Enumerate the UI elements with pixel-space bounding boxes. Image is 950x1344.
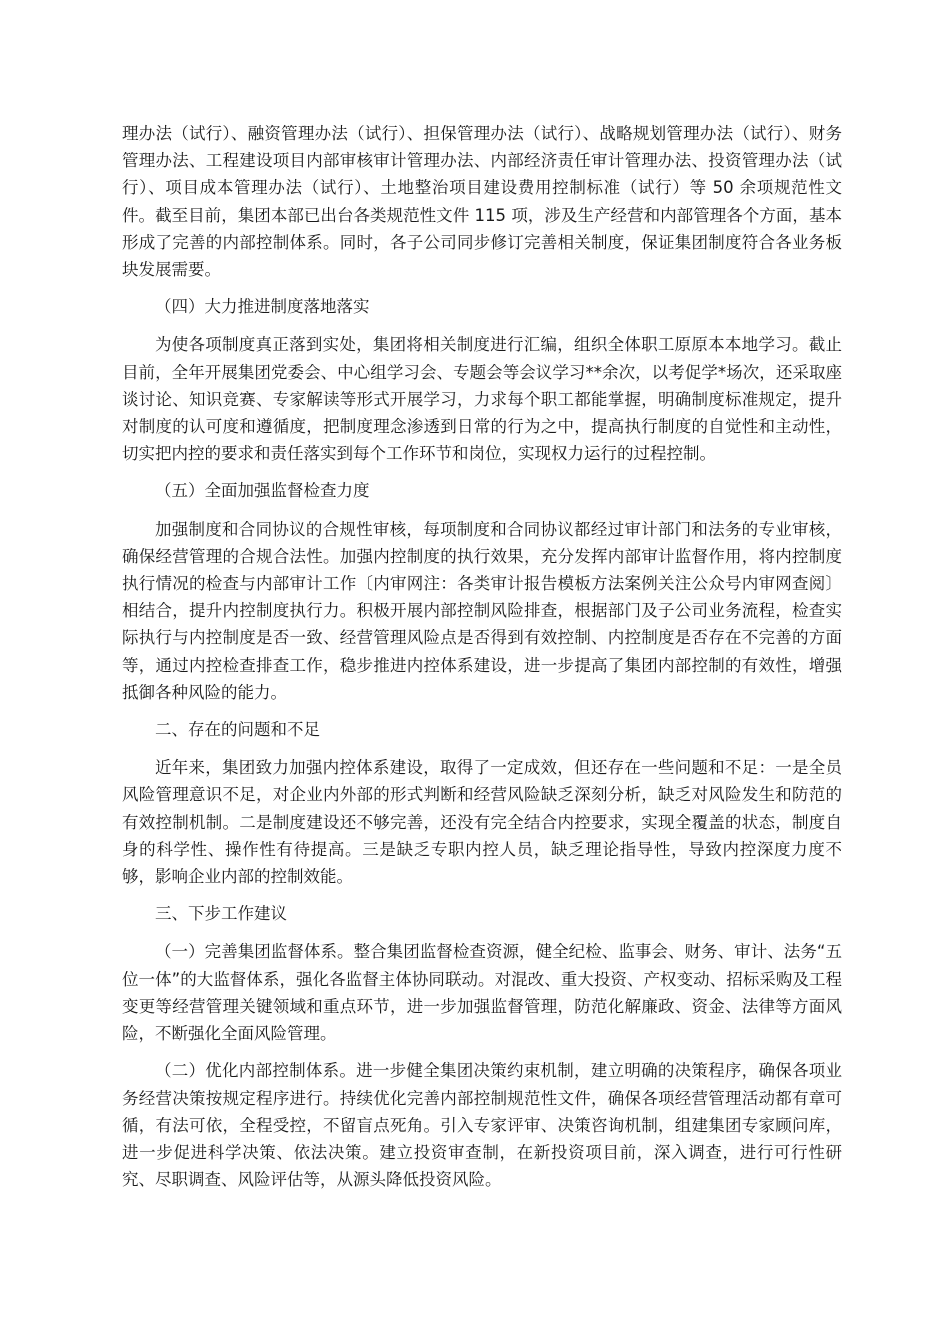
section-heading-next-steps: 三、下步工作建议	[155, 904, 287, 924]
document-body	[122, 120, 842, 1203]
paragraph-supervision: 加强制度和合同协议的合规性审核，每项制度和合同协议都经过审计部门和法务的专业审核，确保经营管理的合规合法性。加强内控制度的执行效果，充分发挥内部审计监督作用，将内控制度执行情况的检查与内部审计工作〔内审网注：各类审计报告模板方法案例关注公众号内审网查阅〕相结合，提升内控制度执行力。积极开展内部控制风险排查，根据部门及子公司业务流程，检查实际执行与内控制度是否一致、经营管理风险点是否得到有效控制、内控制度是否存在不完善的方面等，通过内控检查排查工作，稳步推进内控体系建设，进一步提高了集团内部控制的有效性，增强抵御各种风险的能力。	[122, 519, 842, 702]
section-heading-5: （五）全面加强监督检查力度	[155, 481, 370, 501]
paragraph-suggestion-2: （二）优化内部控制体系。进一步健全集团决策约束机制，建立明确的决策程序，确保各项业务经营决策按规定程序进行。持续优化完善内部控制规范性文件，确保各项经营管理活动都有章可循，有法可依，全程受控，不留盲点死角。引入专家评审、决策咨询机制，组建集团专家顾问库，进一步促进科学决策、依法决策。建立投资审查制，在新投资项目前，深入调查，进行可行性研究、尽职调查、风险评估等，从源头降低投资风险。	[122, 1061, 842, 1190]
paragraph-problems: 近年来，集团致力加强内控体系建设，取得了一定成效，但还存在一些问题和不足：一是全员风险管理意识不足，对企业内外部的形式判断和经营风险缺乏深刻分析，缺乏对风险发生和防范的有效控制机制。二是制度建设还不够完善，还没有完全结合内控要求，实现全覆盖的状态，制度自身的科学性、操作性有待提高。三是缺乏专职内控人员，缺乏理论指导性，导致内控深度力度不够，影响企业内部的控制效能。	[122, 758, 842, 887]
section-heading-problems: 二、存在的问题和不足	[155, 720, 320, 740]
paragraph-suggestion-1: （一）完善集团监督体系。整合集团监督检查资源，健全纪检、监事会、财务、审计、法务“五位一体”的大监督体系，强化各监督主体协同联动。对混改、重大投资、产权变动、招标采购及工程变更等经营管理关键领域和重点环节，进一步加强监督管理，防范化解廉政、资金、法律等方面风险，不断强化全面风险管理。	[122, 942, 842, 1044]
paragraph-regulations-list: 理办法（试行）、融资管理办法（试行）、担保管理办法（试行）、战略规划管理办法（试行）、财务管理办法、工程建设项目内部审核审计管理办法、内部经济责任审计管理办法、投资管理办法（试行）、项目成本管理办法（试行）、土地整治项目建设费用控制标准（试行）等 50 余项规范性文件。截至目前，集团本部已出台各类规范性文件 115 项，涉及生产经营和内部管理各个方面，基本形成了完善的内部控制体系。同时，各子公司同步修订完善相关制度，保证集团制度符合各业务板块发展需要。	[122, 124, 842, 280]
paragraph-implementation: 为使各项制度真正落到实处，集团将相关制度进行汇编，组织全体职工原原本本地学习。截止目前，全年开展集团党委会、中心组学习会、专题会等会议学习**余次，以考促学*场次，还采取座谈讨论、知识竞赛、专家解读等形式开展学习，力求每个职工都能掌握，明确制度标准规定，提升对制度的认可度和遵循度，把制度理念渗透到日常的行为之中，提高执行制度的自觉性和主动性，切实把内控的要求和责任落实到每个工作环节和岗位，实现权力运行的过程控制。	[122, 335, 842, 464]
section-heading-4: （四）大力推进制度落地落实	[155, 297, 370, 317]
